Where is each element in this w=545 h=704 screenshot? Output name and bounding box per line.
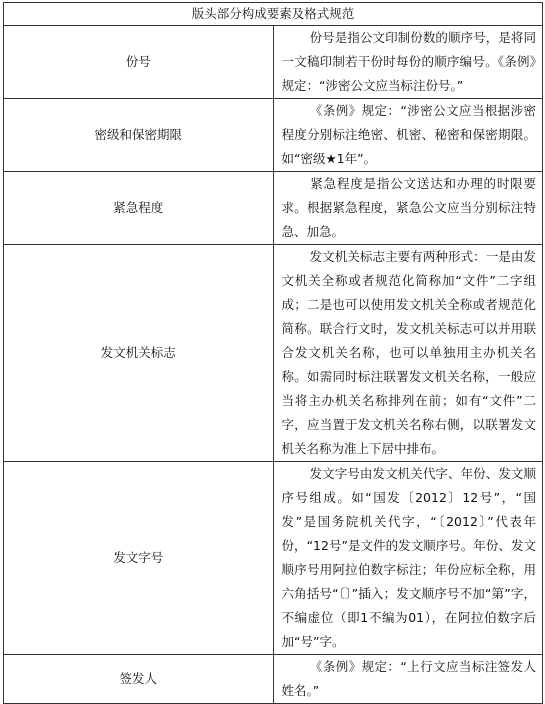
row-label: 紧急程度 <box>4 172 274 245</box>
table-row <box>4 26 543 99</box>
table-row <box>4 99 543 172</box>
row-label: 份号 <box>4 26 274 99</box>
row-content: 发文字号由发文机关代字、年份、发文顺序号组成。如“国发〔2012〕12号”，“国发”是国务院机关代字，“〔2012〕”代表年份，“12号”是文件的发文顺序号。年份、发文顺序号用阿拉伯数字标注；年份应标全称，用六角括号“〔〕”插入；发文顺序号不加“第”字，不编虚位（即1不编为01），在阿拉伯数字后加“号”字。 <box>273 462 543 655</box>
table-title: 版头部分构成要素及格式规范 <box>4 3 543 26</box>
table-header-row <box>4 3 543 26</box>
row-label: 密级和保密期限 <box>4 99 274 172</box>
format-table <box>3 2 543 704</box>
row-label: 签发人 <box>4 655 274 704</box>
row-label: 发文字号 <box>4 462 274 655</box>
row-content: 紧急程度是指公文送达和办理的时限要求。根据紧急程度，紧急公文应当分别标注特急、加急。 <box>273 172 543 245</box>
row-content: 份号是指公文印制份数的顺序号，是将同一文稿印制若干份时每份的顺序编号。《条例》规定：“涉密公文应当标注份号。” <box>273 26 543 99</box>
table-row <box>4 462 543 655</box>
row-content: 《条例》规定：“上行文应当标注签发人姓名。” <box>273 655 543 704</box>
table-row <box>4 172 543 245</box>
row-content: 发文机关标志主要有两种形式：一是由发文机关全称或者规范化简称加“文件”二字组成；二是也可以使用发文机关全称或者规范化简称。联合行文时，发文机关标志可以并用联合发文机关名称，也可以单独用主办机关名称。如需同时标注联署发文机关名称，一般应当将主办机关名称排列在前；如有“文件”二字，应当置于发文机关名称右侧，以联署发文机关名称为准上下居中排布。 <box>273 245 543 462</box>
row-label: 发文机关标志 <box>4 245 274 462</box>
table-row <box>4 245 543 462</box>
table-row <box>4 655 543 704</box>
row-content: 《条例》规定：“涉密公文应当根据涉密程度分别标注绝密、机密、秘密和保密期限。如“密级★1年”。 <box>273 99 543 172</box>
